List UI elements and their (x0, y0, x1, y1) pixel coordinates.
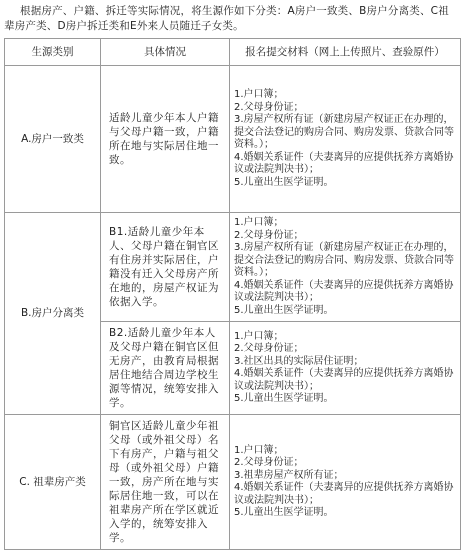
material-item: 1.户口簿； (234, 330, 284, 342)
materials-cell (230, 322, 461, 415)
table-row (5, 415, 461, 550)
material-item: 2.父母身份证； (234, 101, 304, 113)
category-cell: B.房户分离类 (5, 213, 101, 415)
material-item: 4.婚姻关系证件（夫妻离异的应提供抚养方离婚协议或法院判决书）； (234, 482, 454, 506)
situation-cell: B1.适龄儿童少年本人、父母户籍在铜官区有住房并实际居住，户籍没有迁入父母房产所在地的，房屋产权证为依据入学。 (101, 213, 230, 322)
material-item: 4.婚姻关系证件（夫妻离异的应提供抚养方离婚协议或法院判决书）； (234, 151, 454, 175)
category-cell: C. 祖辈房产类 (5, 415, 101, 550)
material-item: 4.婚姻关系证件（夫妻离异的应提供抚养方离婚协议或法院判决书）； (234, 279, 454, 303)
material-item: 5.儿童出生医学证明。 (234, 393, 334, 404)
material-item: 3.社区出具的实际居住证明； (234, 355, 364, 367)
table-row (5, 66, 461, 213)
material-item: 3.房屋产权所有证（新建房屋产权证正在办理的，提交合法登记的购房合同、购房发票、贷款合同等资料。）； (234, 114, 454, 150)
intro-text: 根据房产、户籍、拆迁等实际情况，将生源作如下分类：A房户一致类、B房户分离类、C祖辈房产类、D房户拆迁类和E外来人员随迁子女类。 (4, 5, 449, 32)
table-row (5, 213, 461, 322)
situation-cell: 铜官区适龄儿童少年祖父母（或外祖父母）名下有房产，户籍与祖父母（或外祖父母）户籍一致，房产所在地与实际居住地一致，可以在祖辈房产所在学区就近入学的，统筹安排入学。 (101, 415, 230, 550)
material-item: 3.祖辈房屋产权所有证； (234, 469, 344, 481)
table-header-row (5, 39, 461, 66)
materials-cell (230, 213, 461, 322)
category-cell: A.房户一致类 (5, 66, 101, 213)
material-item: 5.儿童出生医学证明。 (234, 304, 334, 316)
material-item: 1.户口簿； (234, 217, 284, 228)
material-item: 5.儿童出生医学证明。 (234, 507, 334, 518)
material-item: 5.儿童出生医学证明。 (234, 176, 334, 188)
material-item: 2.父母身份证； (234, 457, 304, 468)
materials-cell (230, 415, 461, 550)
materials-cell (230, 66, 461, 213)
intro-paragraph (4, 4, 458, 34)
header-materials: 报名提交材料（网上上传照片、查验原件） (230, 39, 461, 66)
header-category: 生源类别 (5, 39, 101, 66)
situation-cell: 适龄儿童少年本人户籍与父母户籍一致，户籍所在地与实际居住地一致。 (101, 66, 230, 213)
material-item: 2.父母身份证； (234, 343, 304, 354)
enrollment-table (4, 38, 461, 550)
material-item: 4.婚姻关系证件（夫妻离异的应提供抚养方离婚协议或法院判决书）； (234, 368, 454, 392)
situation-cell: B2.适龄儿童少年本人及父母户籍在铜官区但无房产，由教育局根据居住地结合周边学校生源等情况，统筹安排入学。 (101, 322, 230, 415)
material-item: 2.父母身份证； (234, 229, 304, 241)
header-situation: 具体情况 (101, 39, 230, 66)
material-item: 3.房屋产权所有证（新建房屋产权证正在办理的，提交合法登记的购房合同、购房发票、贷款合同等资料。）； (234, 242, 454, 278)
material-item: 1.户口簿； (234, 89, 284, 100)
material-item: 1.户口簿； (234, 444, 284, 456)
